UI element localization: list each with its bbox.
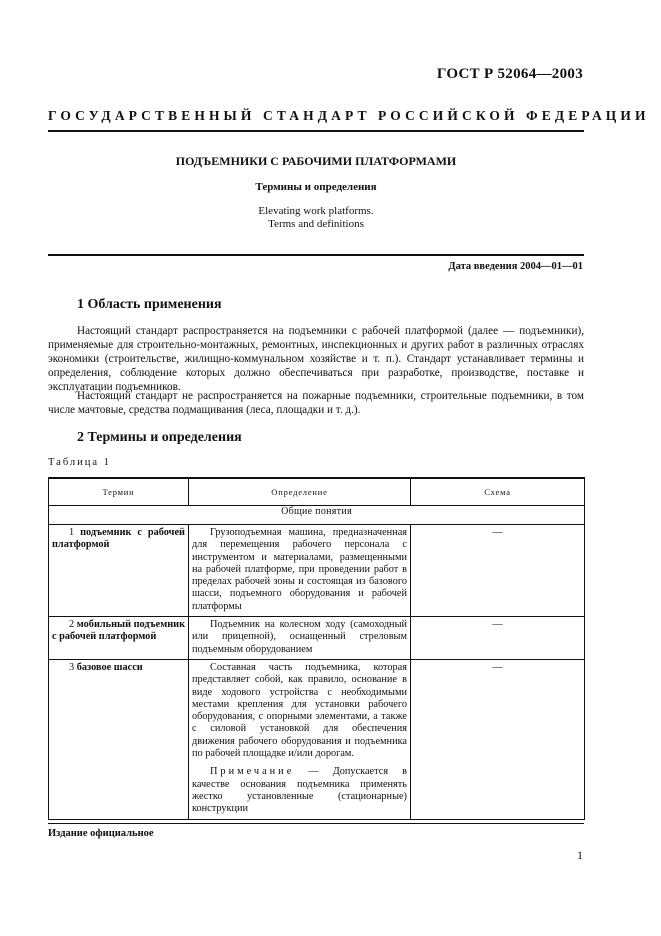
note-label: Примечание: [210, 766, 295, 778]
term-name: базовое шасси: [76, 661, 143, 673]
section-1-heading: 1 Область применения: [77, 297, 222, 312]
header-divider: [48, 130, 584, 132]
footer-divider: [48, 823, 584, 824]
table-row: [49, 659, 585, 819]
section-general-concepts: Общие понятия: [49, 506, 585, 525]
official-edition-label: Издание официальное: [48, 828, 154, 839]
section-2-heading: 2 Термины и определения: [77, 430, 242, 445]
table-caption: Таблица 1: [48, 457, 111, 468]
definition-cell: [189, 659, 411, 819]
table-row: [49, 617, 585, 660]
scheme-cell: —: [411, 525, 585, 617]
document-subtitle: Термины и определения: [255, 181, 377, 193]
terms-table: [48, 477, 585, 820]
section-1-paragraph-1: Настоящий стандарт распространяется на подъемники с рабочей платформой (далее — подъемники), применяемые для строительно-монтажных, ремонтных, инспекционных и других работ в различных отраслях экономики (строительстве, жилищно-коммунальном хозяйстве и т. п.). Стандарт устанавливает термины и определения, соблюдение которых должно обеспечиваться при разработке, производстве, поставке и эксплуатации подъемников.: [48, 325, 584, 393]
term-number: 3: [69, 661, 75, 673]
definition-text: Составная часть подъемника, которая представляет собой, как правило, основание в виде ходового устройства с необходимыми местами крепления для установки рабочего оборудования, с опорными элементами, а также с силовой установкой для обеспечения движения рабочего оборудования и подъемника по рабочей площадке и/или дорогам.: [192, 661, 407, 760]
header-term: Термин: [49, 478, 189, 506]
definition-text: Грузоподъемная машина, предназначенная для перемещения рабочего персонала с инструментом и материалами, размещенными на рабочей платформе, при проведении работ в пределах рабочей зоны и состоящая из базового шасси, подъемного оборудования и рабочей платформы: [192, 527, 407, 612]
header-definition: Определение: [189, 478, 411, 506]
english-title-line2: Terms and definitions: [268, 218, 364, 230]
header-scheme: Схема: [411, 478, 585, 506]
section-1-paragraph-2: Настоящий стандарт не распространяется на пожарные подъемники, строительные подъемники, в том числе мачтовые, средства подмащивания (леса, площадки и т. д.).: [48, 390, 584, 416]
note-text: — Допускается в качестве основания подъемника применять жестко установленные (стационарные) конструкции: [192, 766, 407, 815]
definition-text: Подъемник на колесном ходу (самоходный или прицепной), оснащенный стреловым подъемным оборудованием: [192, 619, 407, 655]
state-standard-banner: ГОСУДАРСТВЕННЫЙ СТАНДАРТ РОССИЙСКОЙ ФЕДЕРАЦИИ: [48, 108, 650, 123]
term-cell: [49, 617, 189, 660]
definition-cell: [189, 525, 411, 617]
document-title: ПОДЪЕМНИКИ С РАБОЧИМИ ПЛАТФОРМАМИ: [175, 154, 457, 168]
introduction-date: Дата введения 2004—01—01: [448, 261, 583, 272]
table-section-row: [49, 506, 585, 525]
term-cell: [49, 525, 189, 617]
scheme-cell: —: [411, 659, 585, 819]
term-name: мобильный подъемник с рабочей платформой: [52, 619, 186, 643]
scheme-cell: —: [411, 617, 585, 660]
english-title-line1: Elevating work platforms.: [258, 205, 374, 217]
term-number: 2: [69, 619, 75, 631]
page-number: 1: [577, 848, 583, 862]
english-title: [48, 205, 584, 231]
table-row: [49, 525, 585, 617]
term-name: подъемник с рабочей платформой: [52, 527, 185, 551]
table-header-row: [49, 478, 585, 506]
definition-note: [192, 766, 407, 815]
definition-cell: [189, 617, 411, 660]
document-code: ГОСТ Р 52064—2003: [436, 66, 583, 82]
term-number: 1: [69, 527, 75, 538]
term-cell: [49, 659, 189, 819]
title-divider: [48, 254, 584, 256]
